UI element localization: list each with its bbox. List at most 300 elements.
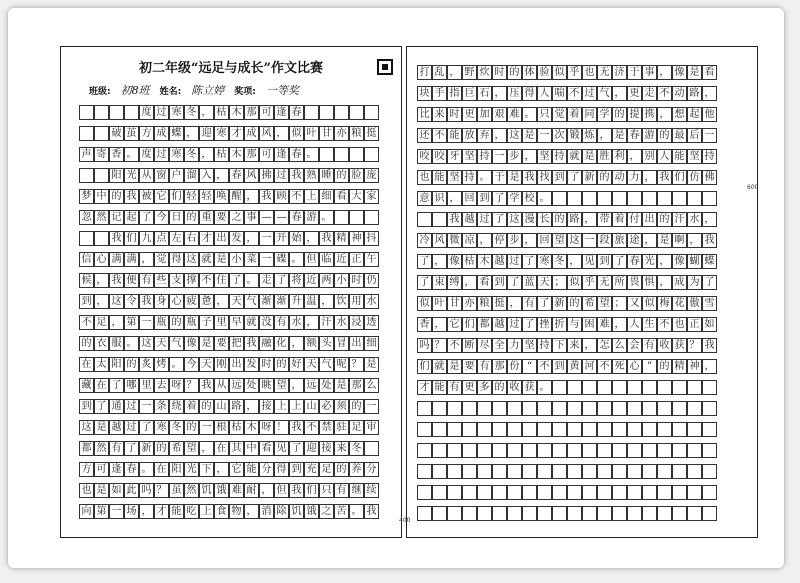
grid-cell xyxy=(702,464,717,479)
grid-cell: 足 xyxy=(319,462,334,477)
grid-cell: 获 xyxy=(672,338,687,353)
grid-cell: 中 xyxy=(94,189,109,204)
grid-cell xyxy=(597,506,612,521)
grid-cell: ， xyxy=(94,294,109,309)
grid-cell: ， xyxy=(582,338,597,353)
grid-cell: 更 xyxy=(462,380,477,395)
grid-cell: 一 xyxy=(259,231,274,246)
grid-cell: 坚 xyxy=(447,170,462,185)
grid-cell: 挫 xyxy=(537,317,552,332)
grid-cell: 气 xyxy=(169,336,184,351)
grid-cell: 呢 xyxy=(334,357,349,372)
grid-cell: 收 xyxy=(657,338,672,353)
grid-cell: 成 xyxy=(154,126,169,141)
grid-cell: 是 xyxy=(334,378,349,393)
grid-cell: 驻 xyxy=(334,420,349,435)
grid-cell: 满 xyxy=(109,252,124,267)
grid-cell: 可 xyxy=(259,147,274,162)
grid-cell: 被 xyxy=(139,189,154,204)
grid-cell: 将 xyxy=(289,273,304,288)
grid-cell: 胜 xyxy=(597,149,612,164)
grid-cell: 须 xyxy=(334,399,349,414)
grid-cell xyxy=(672,380,687,395)
grid-cell xyxy=(94,105,109,120)
grid-cell: 望 xyxy=(597,296,612,311)
grid-cell: 能 xyxy=(447,128,462,143)
grid-cell: 忽 xyxy=(79,210,94,225)
grid-cell: 仍 xyxy=(364,273,379,288)
grid-cell: 声 xyxy=(79,147,94,162)
grid-cell: 同 xyxy=(582,107,597,122)
grid-cell: 午 xyxy=(364,252,379,267)
grid-cell xyxy=(552,401,567,416)
grid-cell: 一 xyxy=(259,252,274,267)
grid-cell: 旅 xyxy=(612,233,627,248)
grid-cell: 好 xyxy=(289,357,304,372)
grid-cell: 有 xyxy=(334,483,349,498)
grid-cell: 溜 xyxy=(184,168,199,183)
grid-cell: 到 xyxy=(477,191,492,206)
grid-cell: 这 xyxy=(507,128,522,143)
grid-cell: 路 xyxy=(567,212,582,227)
grid-cell: 饮 xyxy=(334,294,349,309)
grid-cell: 看 xyxy=(259,441,274,456)
grid-cell: 渐 xyxy=(259,294,274,309)
grid-cell: 呀 xyxy=(259,420,274,435)
grid-cell: 脸 xyxy=(349,168,364,183)
grid-cell: 惧 xyxy=(642,275,657,290)
grid-cell: 它 xyxy=(447,317,462,332)
grid-cell: 黄 xyxy=(567,359,582,374)
grid-cell xyxy=(537,485,552,500)
grid-cell: 令 xyxy=(124,294,139,309)
grid-cell: 没 xyxy=(259,315,274,330)
grid-cell: ， xyxy=(597,128,612,143)
grid-cell xyxy=(447,506,462,521)
grid-cell: 挺 xyxy=(492,296,507,311)
grid-cell: 梦 xyxy=(79,189,94,204)
grid-cell: 巨 xyxy=(462,86,477,101)
grid-cell: 吃 xyxy=(184,504,199,519)
grid-cell: 汗 xyxy=(319,315,334,330)
grid-cell: 事 xyxy=(244,210,259,225)
grid-cell: 远 xyxy=(304,378,319,393)
grid-cell xyxy=(657,443,672,458)
grid-cell: 亦 xyxy=(462,296,477,311)
grid-cell: 分 xyxy=(259,462,274,477)
grid-cell: 春 xyxy=(627,128,642,143)
grid-cell: 一 xyxy=(582,233,597,248)
grid-cell: 去 xyxy=(154,378,169,393)
grid-cell: 的 xyxy=(184,210,199,225)
grid-cell xyxy=(702,422,717,437)
grid-cell: 升 xyxy=(289,294,304,309)
grid-cell xyxy=(109,105,124,120)
grid-cell xyxy=(477,485,492,500)
grid-cell: ， xyxy=(109,315,124,330)
grid-cell xyxy=(432,422,447,437)
grid-cell: 庞 xyxy=(364,168,379,183)
grid-cell: 更 xyxy=(627,86,642,101)
grid-cell: 走 xyxy=(259,273,274,288)
class-value: 初8班 xyxy=(120,84,150,97)
grid-cell: 时 xyxy=(349,273,364,288)
grid-cell: 细 xyxy=(364,336,379,351)
grid-cell: 漫 xyxy=(522,212,537,227)
grid-cell: 像 xyxy=(447,254,462,269)
grid-cell: 也 xyxy=(79,483,94,498)
grid-cell: 要 xyxy=(214,210,229,225)
grid-cell: 能 xyxy=(169,504,184,519)
grid-cell: 石 xyxy=(477,86,492,101)
grid-cell: ， xyxy=(259,483,274,498)
grid-cell: 越 xyxy=(462,212,477,227)
grid-cell: 看 xyxy=(477,275,492,290)
grid-cell: 下 xyxy=(552,338,567,353)
grid-cell: 有 xyxy=(109,441,124,456)
grid-cell: ， xyxy=(244,399,259,414)
grid-cell: 压 xyxy=(507,86,522,101)
grid-cell xyxy=(94,231,109,246)
grid-cell xyxy=(567,422,582,437)
grid-cell: 近 xyxy=(304,273,319,288)
grid-cell: 花 xyxy=(672,296,687,311)
grid-cell: 发 xyxy=(244,357,259,372)
grid-cell: 逢 xyxy=(109,462,124,477)
grid-cell: 的 xyxy=(657,212,672,227)
grid-cell: 饥 xyxy=(199,483,214,498)
grid-cell: 里 xyxy=(139,378,154,393)
grid-cell xyxy=(432,485,447,500)
grid-cell: ， xyxy=(214,294,229,309)
grid-cell: 方 xyxy=(79,462,94,477)
grid-cell: 我 xyxy=(259,189,274,204)
grid-cell: 见 xyxy=(274,441,289,456)
grid-cell xyxy=(334,210,349,225)
grid-cell: 人 xyxy=(627,317,642,332)
grid-cell: 蝴 xyxy=(687,254,702,269)
grid-cell: 乎 xyxy=(567,65,582,80)
grid-cell: 验 xyxy=(537,65,552,80)
grid-cell: 。 xyxy=(304,147,319,162)
grid-cell: 服 xyxy=(109,336,124,351)
grid-cell xyxy=(417,506,432,521)
grid-cell: 了 xyxy=(124,441,139,456)
grid-cell: 意 xyxy=(417,191,432,206)
grid-cell: 似 xyxy=(642,296,657,311)
grid-cell: 是 xyxy=(199,336,214,351)
grid-cell: 了 xyxy=(417,254,432,269)
grid-cell: 有 xyxy=(447,380,462,395)
grid-cell: 又 xyxy=(627,296,642,311)
grid-cell: 才 xyxy=(229,126,244,141)
grid-cell xyxy=(447,464,462,479)
grid-cell: 今 xyxy=(154,210,169,225)
grid-cell xyxy=(702,485,717,500)
grid-cell xyxy=(627,506,642,521)
grid-cell: 气 xyxy=(244,294,259,309)
grid-cell: 尽 xyxy=(477,338,492,353)
grid-cell: 叶 xyxy=(304,126,319,141)
grid-cell: 打 xyxy=(417,65,432,80)
grid-cell: 之 xyxy=(319,504,334,519)
grid-cell: 木 xyxy=(229,147,244,162)
grid-cell: 候 xyxy=(79,273,94,288)
grid-cell: 菜 xyxy=(244,252,259,267)
grid-cell xyxy=(627,485,642,500)
grid-cell: 着 xyxy=(184,399,199,414)
right-page xyxy=(406,46,758,538)
grid-cell: 也 xyxy=(582,65,597,80)
grid-cell: 寒 xyxy=(154,420,169,435)
grid-cell: ， xyxy=(139,504,154,519)
grid-cell: 坚 xyxy=(687,149,702,164)
grid-cell xyxy=(687,506,702,521)
grid-cell: 仿 xyxy=(687,170,702,185)
grid-cell: 蝶 xyxy=(169,126,184,141)
grid-cell: 一 xyxy=(537,128,552,143)
grid-cell: 小 xyxy=(229,252,244,267)
grid-cell: 它 xyxy=(154,189,169,204)
grid-cell xyxy=(552,485,567,500)
grid-cell: 细 xyxy=(319,189,334,204)
grid-cell xyxy=(627,464,642,479)
grid-cell: 饿 xyxy=(304,504,319,519)
grid-cell: 不 xyxy=(657,86,672,101)
grid-cell xyxy=(477,464,492,479)
grid-cell: 了 xyxy=(289,441,304,456)
grid-cell: 。 xyxy=(319,210,334,225)
grid-cell: 就 xyxy=(432,359,447,374)
grid-cell: 了 xyxy=(567,170,582,185)
grid-cell: 如 xyxy=(109,483,124,498)
grid-cell: 碟 xyxy=(274,252,289,267)
grid-cell: 出 xyxy=(642,212,657,227)
grid-cell: — xyxy=(259,210,274,225)
grid-cell: 步 xyxy=(507,233,522,248)
grid-cell: 死 xyxy=(612,359,627,374)
grid-cell: 到 xyxy=(79,399,94,414)
grid-cell: 接 xyxy=(259,399,274,414)
grid-cell: 上 xyxy=(289,399,304,414)
grid-cell: 有 xyxy=(477,359,492,374)
grid-cell: 全 xyxy=(492,338,507,353)
grid-cell: 春 xyxy=(289,210,304,225)
grid-cell: 更 xyxy=(462,107,477,122)
grid-cell: 事 xyxy=(642,65,657,80)
grid-cell: 我 xyxy=(657,170,672,185)
grid-cell xyxy=(79,231,94,246)
grid-cell: 我 xyxy=(522,170,537,185)
grid-cell xyxy=(334,105,349,120)
grid-cell: 水 xyxy=(364,294,379,309)
grid-cell: 比 xyxy=(417,107,432,122)
grid-cell: 了 xyxy=(522,317,537,332)
grid-cell: 动 xyxy=(672,86,687,101)
grid-cell xyxy=(537,506,552,521)
grid-cell: 了 xyxy=(229,273,244,288)
grid-cell: ， xyxy=(507,296,522,311)
grid-cell: 一 xyxy=(139,399,154,414)
grid-cell: ， xyxy=(184,126,199,141)
grid-cell xyxy=(597,191,612,206)
grid-cell: 加 xyxy=(477,107,492,122)
grid-cell xyxy=(657,422,672,437)
grid-cell: 。 xyxy=(124,336,139,351)
grid-cell: ， xyxy=(702,86,717,101)
grid-cell: 到 xyxy=(597,254,612,269)
grid-cell: 人 xyxy=(657,149,672,164)
grid-cell: 支 xyxy=(169,273,184,288)
grid-cell xyxy=(597,485,612,500)
grid-cell xyxy=(687,464,702,479)
grid-cell xyxy=(567,506,582,521)
grid-cell: ， xyxy=(432,317,447,332)
grid-cell: 根 xyxy=(214,420,229,435)
grid-cell: 的 xyxy=(79,336,94,351)
grid-cell: 游 xyxy=(642,128,657,143)
grid-cell: 从 xyxy=(139,168,154,183)
grid-cell: 觉 xyxy=(154,252,169,267)
class-label: 班级: xyxy=(89,87,111,97)
grid-cell xyxy=(364,147,379,162)
grid-cell: ？ xyxy=(154,483,169,498)
grid-cell: 冒 xyxy=(334,336,349,351)
grid-cell xyxy=(612,506,627,521)
grid-cell: 户 xyxy=(169,168,184,183)
grid-cell xyxy=(94,168,109,183)
grid-cell: 长 xyxy=(537,212,552,227)
grid-cell: 疲 xyxy=(184,294,199,309)
grid-cell: 持 xyxy=(462,170,477,185)
grid-cell: 冬 xyxy=(184,147,199,162)
grid-cell: 寒 xyxy=(169,105,184,120)
grid-cell: 有 xyxy=(522,296,537,311)
grid-cell: 日 xyxy=(169,210,184,225)
grid-cell: 可 xyxy=(94,462,109,477)
grid-cell: 就 xyxy=(567,149,582,164)
grid-cell: 寒 xyxy=(214,126,229,141)
grid-cell xyxy=(447,443,462,458)
grid-cell: 时 xyxy=(259,357,274,372)
grid-cell: 无 xyxy=(597,275,612,290)
grid-cell: 左 xyxy=(169,231,184,246)
grid-cell: 能 xyxy=(432,380,447,395)
grid-cell: 炼 xyxy=(582,128,597,143)
grid-cell: 渐 xyxy=(274,294,289,309)
grid-cell: 是 xyxy=(94,483,109,498)
grid-cell xyxy=(432,443,447,458)
grid-cell: 阳 xyxy=(169,462,184,477)
grid-cell xyxy=(417,464,432,479)
grid-cell: 锻 xyxy=(567,128,582,143)
grid-cell: 不 xyxy=(657,317,672,332)
grid-cell xyxy=(567,191,582,206)
grid-cell: 折 xyxy=(552,317,567,332)
grid-cell xyxy=(597,422,612,437)
grid-cell: 希 xyxy=(582,296,597,311)
grid-cell: 学 xyxy=(507,191,522,206)
grid-cell: 的 xyxy=(567,296,582,311)
grid-cell: 一 xyxy=(109,504,124,519)
grid-cell xyxy=(507,506,522,521)
grid-cell: 甘 xyxy=(447,296,462,311)
grid-cell: 的 xyxy=(334,168,349,183)
grid-cell: 水 xyxy=(334,315,349,330)
grid-cell: 能 xyxy=(672,149,687,164)
grid-cell: 有 xyxy=(642,338,657,353)
grid-cell: ， xyxy=(447,65,462,80)
grid-cell: ， xyxy=(432,254,447,269)
grid-cell: 信 xyxy=(79,252,94,267)
grid-cell: 寒 xyxy=(169,147,184,162)
grid-cell: 逢 xyxy=(274,147,289,162)
grid-cell: 断 xyxy=(462,338,477,353)
grid-cell: 粮 xyxy=(349,126,364,141)
grid-cell xyxy=(642,506,657,521)
grid-cell: 。 xyxy=(244,273,259,288)
grid-cell: 想 xyxy=(672,107,687,122)
grid-cell xyxy=(642,443,657,458)
grid-cell: ， xyxy=(642,170,657,185)
grid-cell: 子 xyxy=(199,315,214,330)
grid-cell xyxy=(447,485,462,500)
grid-cell: 住 xyxy=(214,273,229,288)
grid-cell xyxy=(364,441,379,456)
grid-cell: 学 xyxy=(597,107,612,122)
grid-cell: 了 xyxy=(612,254,627,269)
grid-cell: 一 xyxy=(139,315,154,330)
grid-cell: 出 xyxy=(349,336,364,351)
grid-cell: 最 xyxy=(672,128,687,143)
grid-cell xyxy=(507,422,522,437)
grid-cell xyxy=(79,168,94,183)
grid-cell: 身 xyxy=(154,294,169,309)
grid-cell: ， xyxy=(522,149,537,164)
grid-cell: ？ xyxy=(432,338,447,353)
grid-cell: 。 xyxy=(522,107,537,122)
grid-cell: 的 xyxy=(199,399,214,414)
grid-cell: 处 xyxy=(319,378,334,393)
grid-cell: ， xyxy=(657,254,672,269)
grid-cell xyxy=(522,443,537,458)
grid-cell: 觉 xyxy=(552,107,567,122)
grid-cell xyxy=(687,443,702,458)
grid-cell: 起 xyxy=(687,107,702,122)
grid-cell: 越 xyxy=(109,420,124,435)
grid-cell: 化 xyxy=(274,336,289,351)
grid-cell: 场 xyxy=(124,504,139,519)
grid-cell: 光 xyxy=(642,254,657,269)
grid-cell: 步 xyxy=(507,149,522,164)
grid-cell: 把 xyxy=(229,336,244,351)
grid-cell xyxy=(612,380,627,395)
grid-cell xyxy=(432,464,447,479)
grid-cell: ， xyxy=(319,294,334,309)
grid-cell: 指 xyxy=(447,86,462,101)
grid-cell: 绕 xyxy=(169,399,184,414)
grid-cell xyxy=(672,464,687,479)
grid-cell: 茧 xyxy=(124,126,139,141)
grid-cell xyxy=(417,422,432,437)
grid-cell: ； xyxy=(612,296,627,311)
grid-cell xyxy=(612,401,627,416)
grid-cell xyxy=(492,443,507,458)
grid-cell: 在 xyxy=(214,441,229,456)
grid-cell: 这 xyxy=(139,336,154,351)
grid-cell xyxy=(672,191,687,206)
grid-cell: 份 xyxy=(507,359,522,374)
